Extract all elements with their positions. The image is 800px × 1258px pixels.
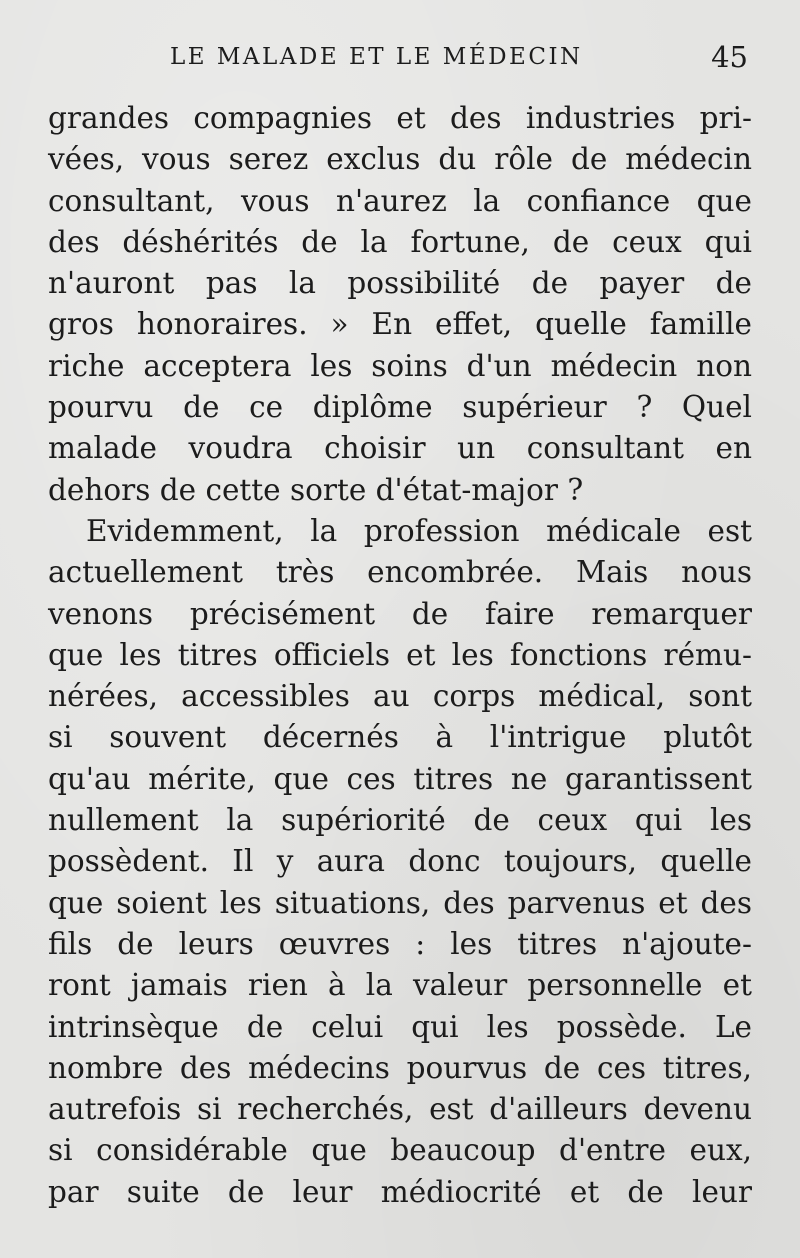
text-line: venons précisément de faire remarquer — [48, 596, 752, 631]
text-line: des déshérités de la fortune, de ceux qui — [48, 224, 752, 259]
running-title: LE MALADE ET LE MÉDECIN — [170, 44, 583, 70]
text-line: nullement la supériorité de ceux qui les — [48, 803, 752, 838]
text-line: par suite de leur médiocrité et de leur — [48, 1174, 752, 1209]
text-line: nérées, accessibles au corps médical, sont — [48, 679, 752, 714]
text-line: ront jamais rien à la valeur personnelle et — [48, 968, 752, 1003]
text-line: pourvu de ce diplôme supérieur ? Quel — [48, 390, 752, 425]
body-text — [48, 98, 752, 1213]
text-line: qu'au mérite, que ces titres ne garantissent — [48, 761, 752, 796]
text-line: grandes compagnies et des industries pri- — [48, 101, 752, 135]
text-line: fils de leurs œuvres : les titres n'ajoute- — [48, 926, 752, 961]
text-line: possèdent. Il y aura donc toujours, quelle — [48, 844, 752, 879]
text-line: vées, vous serez exclus du rôle de médecin — [48, 142, 752, 177]
paragraph — [48, 511, 752, 1213]
text-line: si considérable que beaucoup d'entre eux, — [48, 1133, 752, 1168]
text-line: Evidemment, la profession médicale est — [86, 513, 752, 548]
text-line: n'auront pas la possibilité de payer de — [48, 266, 752, 301]
text-line: que les titres officiels et les fonctions rému- — [48, 637, 752, 672]
text-line: malade voudra choisir un consultant en — [48, 431, 752, 466]
text-line: autrefois si recherchés, est d'ailleurs devenu — [48, 1092, 752, 1127]
text-line: gros honoraires. » En effet, quelle famille — [48, 307, 752, 342]
paragraph — [48, 98, 752, 511]
text-line: riche acceptera les soins d'un médecin non — [48, 348, 752, 383]
text-line: dehors de cette sorte d'état-major ? — [48, 472, 584, 507]
text-line: que soient les situations, des parvenus et des — [48, 885, 752, 920]
text-line: consultant, vous n'aurez la confiance que — [48, 183, 752, 218]
text-line: intrinsèque de celui qui les possède. Le — [48, 1009, 752, 1044]
text-line: nombre des médecins pourvus de ces titres, — [48, 1050, 752, 1085]
text-line: actuellement très encombrée. Mais nous — [48, 555, 752, 590]
text-line: si souvent décernés à l'intrigue plutôt — [48, 720, 752, 755]
page-number: 45 — [711, 40, 748, 74]
running-head — [48, 40, 748, 80]
